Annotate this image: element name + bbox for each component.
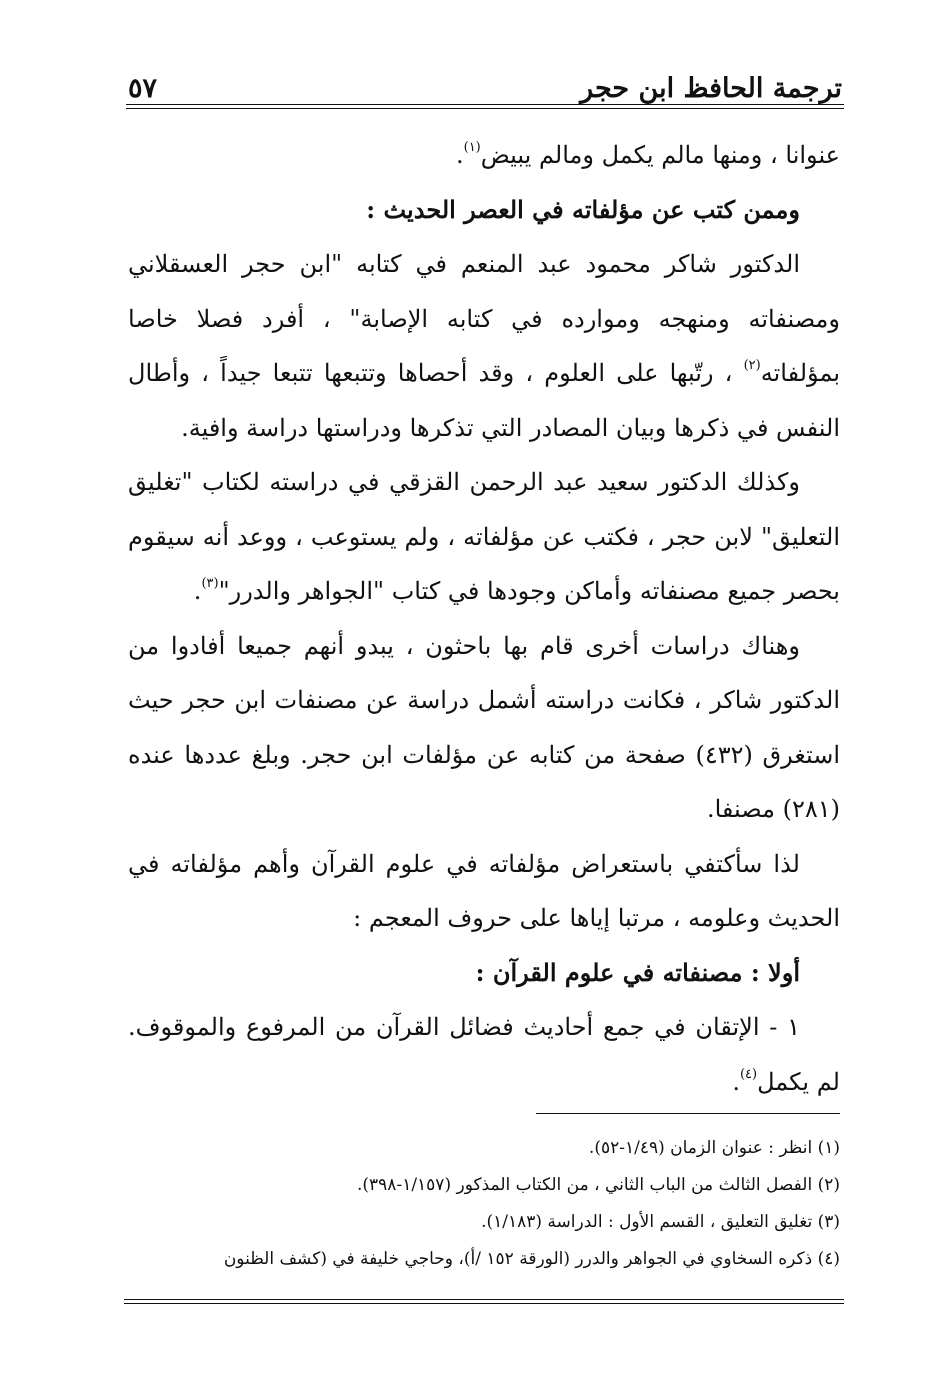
footnote-separator xyxy=(536,1113,840,1114)
footnotes xyxy=(128,1130,840,1278)
header-rule xyxy=(126,104,844,109)
footnote-ref-2[interactable]: (٢) xyxy=(743,358,761,373)
page-number: ٥٧ xyxy=(128,73,158,104)
paragraph-text: ، رتّبها على العلوم ، وقد أحصاها وتتبعها تتبعا جيداً ، وأطال النفس في ذكرها وبيان المصادر التي تذكرها ودراستها دراسة وافية. xyxy=(128,359,840,442)
paragraph-text: وكذلك الدكتور سعيد عبد الرحمن القزقي في دراسته لكتاب "تغليق التعليق" لابن حجر ، فكتب عن مؤلفاته ، ولم يستوعب ، ووعد أنه سيقوم بحصر جميع مصنفاته وأماكن وجودها في كتاب "الجواهر والدرر" xyxy=(128,468,840,605)
paragraph-text: الدكتور شاكر محمود عبد المنعم في كتابه "ابن حجر العسقلاني ومصنفاته ومنهجه وموارده في كتابه الإصابة" ، أفرد فصلا خاصا بمؤلفاته xyxy=(128,250,841,387)
running-header xyxy=(128,62,842,102)
paragraph-other-studies: وهناك دراسات أخرى قام بها باحثون ، يبدو أنهم جميعا أفادوا من الدكتور شاكر ، فكانت دراسته أشمل دراسة عن مصنفات ابن حجر حيث استغرق (٤٣٢) صفحة من كتابه عن مؤلفات ابن حجر. وبلغ عددها عنده (٢٨١) مصنفا. xyxy=(128,631,841,823)
paragraph-scope: لذا سأكتفي باستعراض مؤلفاته في علوم القرآن وأهم مؤلفاته في الحديث وعلومه ، مرتبا إياها على حروف المعجم : xyxy=(128,849,840,932)
paragraph-qazaqi xyxy=(128,455,840,619)
section-heading-modern-works: وممن كتب عن مؤلفاته في العصر الحديث : xyxy=(366,194,800,224)
running-title: ترجمة الحافظ ابن حجر xyxy=(580,73,842,104)
section-heading-quran-works: أولا : مصنفاته في علوم القرآن : xyxy=(475,957,800,987)
paragraph-continuation xyxy=(128,128,840,183)
list-item-end: . xyxy=(732,1067,740,1096)
paragraph-end: . xyxy=(193,577,202,605)
main-text xyxy=(128,128,840,1109)
paragraph-text: عنوانا ، ومنها مالم يكمل ومالم يبيض xyxy=(480,141,840,169)
list-item-itqan xyxy=(128,1000,840,1109)
footnote-3: (٣) تغليق التعليق ، القسم الأول : الدراسة (١/١٨٣). xyxy=(481,1212,840,1232)
footnote-4: (٤) ذكره السخاوي في الجواهر والدرر (الورقة ١٥٢ /أ)، وحاجي خليفة في (كشف الظنون xyxy=(223,1249,840,1269)
footer-rule xyxy=(124,1299,844,1304)
footnote-ref-3[interactable]: (٣) xyxy=(201,576,219,591)
footnote-2: (٢) الفصل الثالث من الباب الثاني ، من الكتاب المذكور (١/١٥٧-٣٩٨). xyxy=(356,1175,840,1195)
footnote-1: (١) انظر : عنوان الزمان (١/٤٩-٥٢). xyxy=(588,1138,840,1158)
paragraph-end: . xyxy=(455,141,464,169)
footnote-ref-4[interactable]: (٤) xyxy=(739,1066,758,1082)
footnote-ref-1[interactable]: (١) xyxy=(463,140,481,155)
list-item-text: ١ - الإتقان في جمع أحاديث فضائل القرآن من المرفوع والموقوف. لم يكمل xyxy=(128,1013,840,1096)
paragraph-shakir xyxy=(128,237,840,455)
